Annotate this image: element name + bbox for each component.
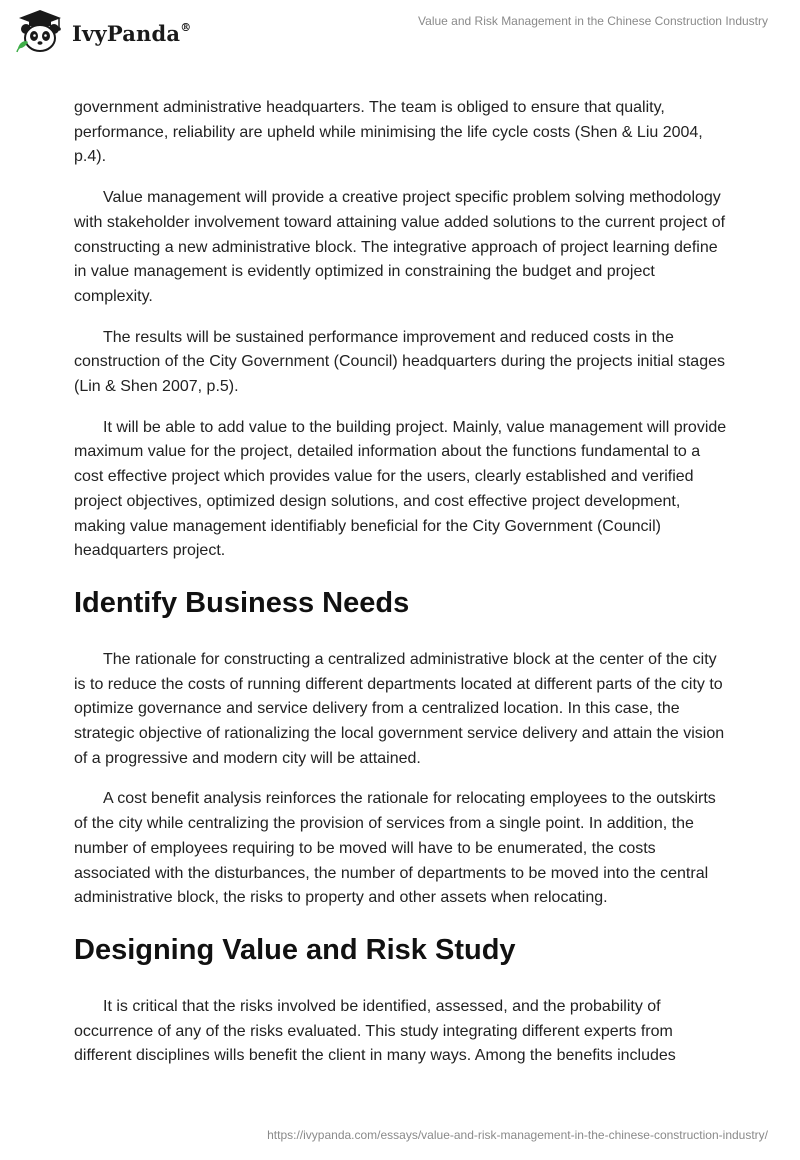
paragraph: The results will be sustained performance improvement and reduced costs in the construction of the City Government (Council) headquarters during the projects initial stages (Lin & Shen 2007, p.5). <box>74 328 725 396</box>
paragraph: It will be able to add value to the building project. Mainly, value management will provide maximum value for the project, detailed information about the functions fundamental to a cost effective project which provides value for the users, clearly established and verified project objectives, optimized design solutions, and cost effective project development, making value management identifiably beneficial for the City Government (Council) headquarters project. <box>74 418 727 560</box>
section-heading: Designing Value and Risk Study <box>74 933 516 966</box>
section-heading: Identify Business Needs <box>74 586 410 619</box>
essay-content <box>74 96 730 1085</box>
panda-graduation-icon <box>14 8 66 54</box>
page-header <box>0 0 800 60</box>
paragraph: The rationale for constructing a centralized administrative block at the center of the city is to reduce the costs of running different departments located at different parts of the city to optimize governance and service delivery from a centralized location. In this case, the strategic objective of rationalizing the local government service delivery and attain the vision of a progressive and modern city will be attained. <box>74 650 725 767</box>
paragraph: A cost benefit analysis reinforces the rationale for relocating employees to the outskirts of the city while centralizing the provision of services from a single point. In addition, the number of employees requiring to be moved will have to be enumerated, the costs associated with the disturbances, the number of departments to be moved into the central administrative block, the risks to property and other assets when relocating. <box>74 790 716 907</box>
paragraph: It is critical that the risks involved be identified, assessed, and the probability of occurrence of any of the risks evaluated. This study integrating different experts from different disciplines wills benefit the client in many ways. Among the benefits includes <box>74 997 676 1065</box>
paragraph: government administrative headquarters. The team is obliged to ensure that quality, performance, reliability are upheld while minimising the life cycle costs (Shen & Liu 2004, p.4). <box>74 99 703 166</box>
logo-text: IvyPanda® <box>72 20 192 46</box>
paragraph: Value management will provide a creative project specific problem solving methodology with stakeholder involvement toward attaining value added solutions to the current project of constructing a new administrative block. The integrative approach of project learning define in value management is evidently optimized in constraining the budget and project complexity. <box>74 189 726 305</box>
document-title: Value and Risk Management in the Chinese Construction Industry <box>418 14 768 28</box>
source-url[interactable]: https://ivypanda.com/essays/value-and-risk-management-in-the-chinese-construction-industry/ <box>267 1128 768 1142</box>
ivypanda-logo[interactable] <box>14 8 191 54</box>
